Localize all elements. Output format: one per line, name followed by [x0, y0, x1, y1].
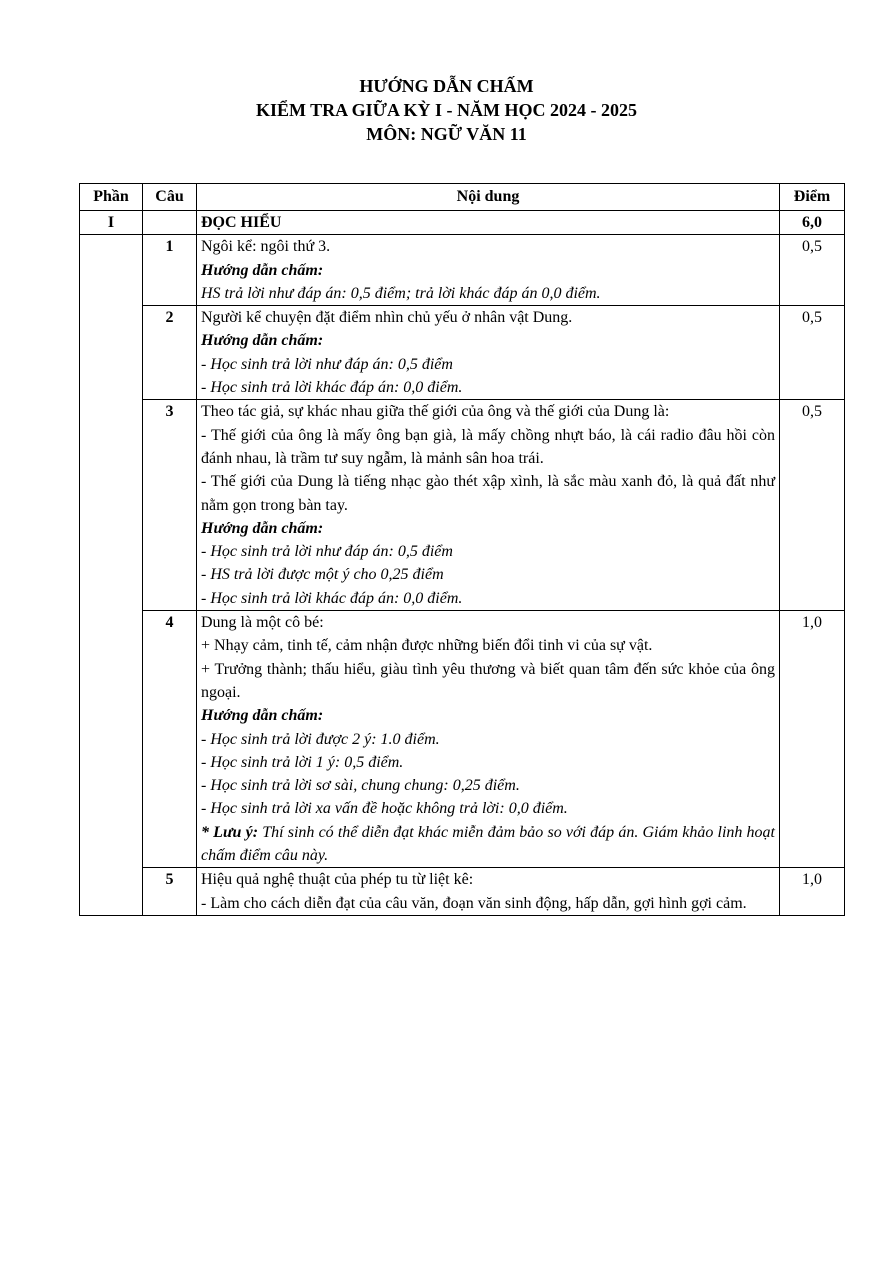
- question-number: 2: [143, 306, 197, 400]
- answer-line: - Thế giới của Dung là tiếng nhạc gào thét xập xình, là sắc màu xanh đỏ, là quả đất như nằm gọn trong bàn tay.: [201, 473, 775, 514]
- question-number: 1: [143, 235, 197, 306]
- question-content: [197, 235, 780, 306]
- question-number: 5: [143, 868, 197, 916]
- guide-line: - HS trả lời được một ý cho 0,25 điểm: [201, 566, 444, 584]
- part-row: [80, 211, 845, 235]
- question-score: 0,5: [780, 235, 845, 306]
- note: [201, 821, 775, 868]
- guide-title: Hướng dẫn chấm:: [201, 261, 324, 279]
- col-header-content: Nội dung: [197, 184, 780, 211]
- answer-line: Ngôi kể: ngôi thứ 3.: [201, 238, 331, 256]
- part-label: I: [80, 211, 143, 235]
- guide-line: - Học sinh trả lời như đáp án: 0,5 điểm: [201, 355, 453, 373]
- table-row: [80, 235, 845, 306]
- question-content: [197, 400, 780, 611]
- question-number: 4: [143, 611, 197, 868]
- document-header: [0, 74, 893, 146]
- answer-line: Dung là một cô bé:: [201, 614, 324, 632]
- part-title: ĐỌC HIỂU: [197, 211, 780, 235]
- header-exam-name: KIỂM TRA GIỮA KỲ I - NĂM HỌC 2024 - 2025: [255, 100, 637, 120]
- table-row: [80, 611, 845, 868]
- answer-line: Hiệu quả nghệ thuật của phép tu từ liệt kê:: [201, 871, 474, 889]
- answer-line: - Làm cho cách diễn đạt của câu văn, đoạn văn sinh động, hấp dẫn, gợi hình gợi cảm.: [201, 894, 747, 912]
- guide-line: - Học sinh trả lời 1 ý: 0,5 điểm.: [201, 753, 404, 771]
- guide-line: - Học sinh trả lời sơ sài, chung chung: 0,25 điểm.: [201, 777, 520, 795]
- part-question-empty: [143, 211, 197, 235]
- question-score: 1,0: [780, 611, 845, 868]
- header-title: HƯỚNG DẪN CHẤM: [359, 76, 534, 96]
- part-cell-empty: [80, 235, 143, 916]
- guide-title: Hướng dẫn chấm:: [201, 519, 324, 537]
- grading-table: [79, 183, 845, 916]
- col-header-part: Phần: [80, 184, 143, 211]
- answer-line: - Thế giới của ông là mấy ông bạn già, là mấy chồng nhựt báo, là cái radio đâu hồi còn đánh nhau, là trầm tư suy ngẫm, là mảnh sân hoa trái.: [201, 426, 775, 467]
- part-score: 6,0: [780, 211, 845, 235]
- question-score: 0,5: [780, 306, 845, 400]
- col-header-question: Câu: [143, 184, 197, 211]
- table-row: [80, 400, 845, 611]
- answer-line: Người kể chuyện đặt điểm nhìn chủ yếu ở nhân vật Dung.: [201, 309, 573, 327]
- guide-line: - Học sinh trả lời xa vấn đề hoặc không trả lời: 0,0 điểm.: [201, 800, 568, 818]
- guide-title: Hướng dẫn chấm:: [201, 332, 324, 350]
- guide-line: - Học sinh trả lời được 2 ý: 1.0 điểm.: [201, 730, 440, 748]
- table-header-row: [80, 184, 845, 211]
- question-content: [197, 868, 780, 916]
- table-row: [80, 868, 845, 916]
- question-score: 1,0: [780, 868, 845, 916]
- header-subject: MÔN: NGỮ VĂN 11: [366, 124, 527, 144]
- table-row: [80, 306, 845, 400]
- answer-line: + Nhạy cảm, tinh tế, cảm nhận được những biến đổi tinh vi của sự vật.: [201, 637, 653, 655]
- guide-title: Hướng dẫn chấm:: [201, 707, 324, 725]
- question-number: 3: [143, 400, 197, 611]
- guide-line: - Học sinh trả lời khác đáp án: 0,0 điểm.: [201, 379, 463, 397]
- guide-line: HS trả lời như đáp án: 0,5 điểm; trả lời khác đáp án 0,0 điểm.: [201, 284, 601, 302]
- answer-line: Theo tác giả, sự khác nhau giữa thế giới của ông và thế giới của Dung là:: [201, 403, 670, 421]
- guide-line: - Học sinh trả lời như đáp án: 0,5 điểm: [201, 543, 453, 561]
- question-content: [197, 306, 780, 400]
- question-content: [197, 611, 780, 868]
- question-score: 0,5: [780, 400, 845, 611]
- guide-line: - Học sinh trả lời khác đáp án: 0,0 điểm.: [201, 589, 463, 607]
- col-header-score: Điểm: [780, 184, 845, 211]
- answer-line: + Trưởng thành; thấu hiểu, giàu tình yêu thương và biết quan tâm đến sức khỏe của ông ngoại.: [201, 660, 775, 701]
- note-text: Thí sinh có thể diễn đạt khác miễn đảm bảo so với đáp án. Giám khảo linh hoạt chấm điểm câu này.: [201, 823, 776, 865]
- note-label: * Lưu ý:: [201, 823, 259, 841]
